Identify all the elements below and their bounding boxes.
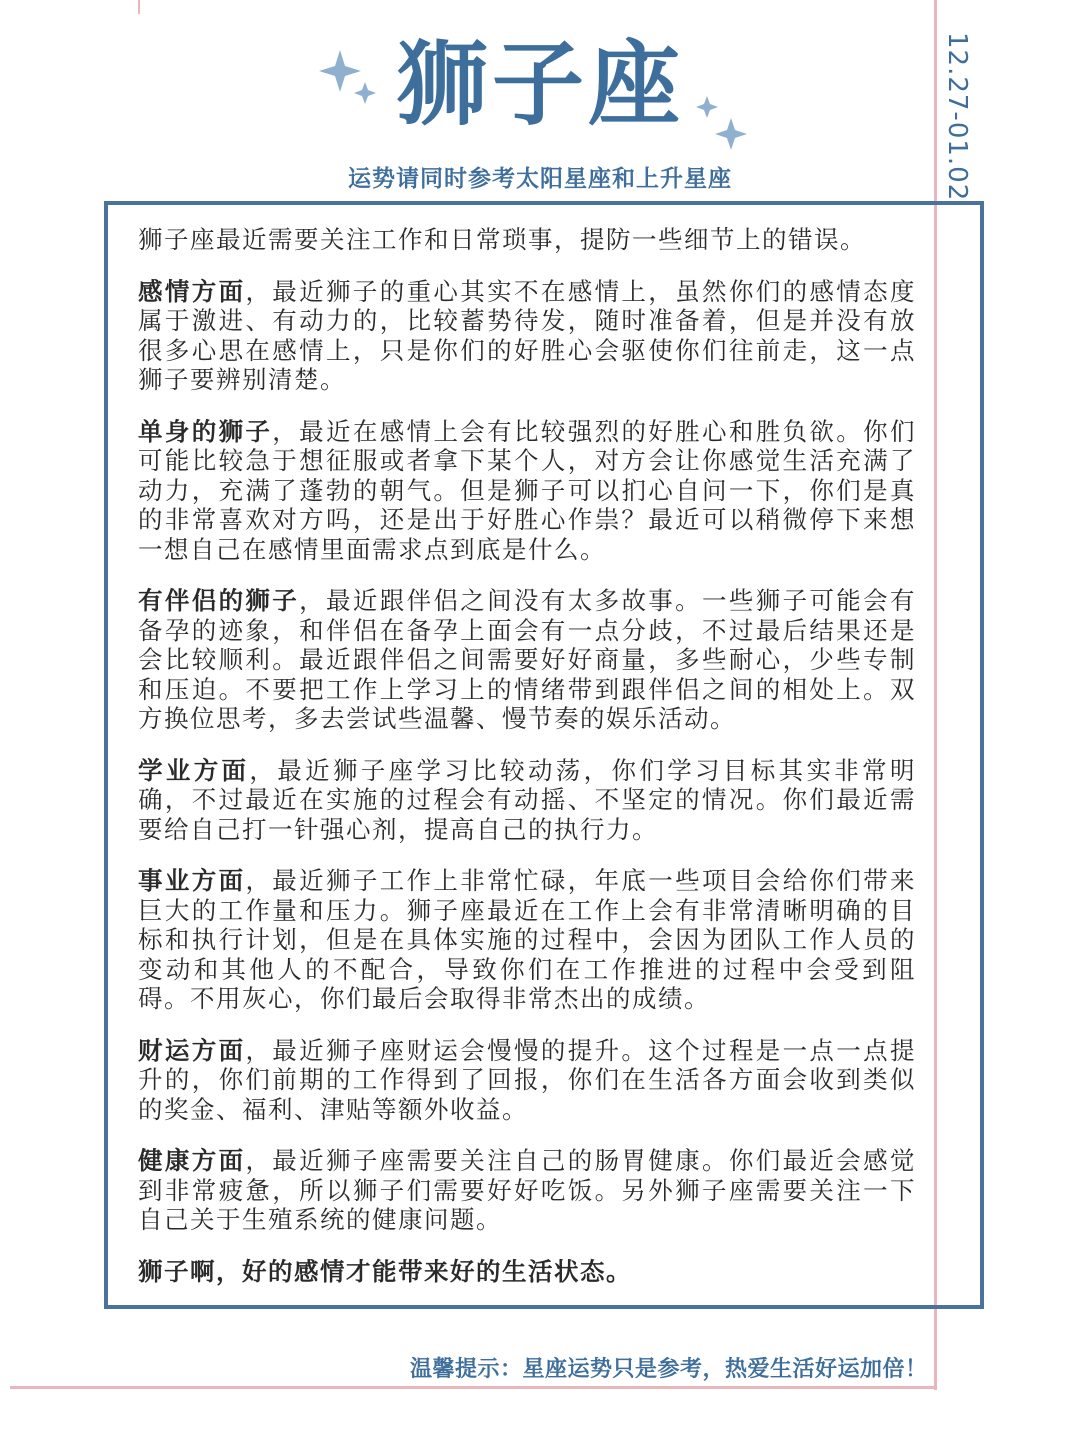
content-box: [104, 201, 984, 1309]
closing-text: 狮子啊，好的感情才能带来好的生活状态。: [138, 1256, 632, 1286]
love-heading: 感情方面: [138, 276, 246, 306]
single-text: ，最近在感情上会有比较强烈的好胜心和胜负欲。你们可能比较急于想征服或者拿下某个人，对方会让你感觉生活充满了动力，充满了蓬勃的朝气。但是狮子可以扪心自问一下，你们是真的非常喜欢对方吗，还是出于好胜心作祟？最近可以稍微停下来想一想自己在感情里面需求点到底是什么。: [138, 416, 917, 564]
health-text: ，最近狮子座需要关注自己的肠胃健康。你们最近会感觉到非常疲惫，所以狮子们需要好好吃饭。另外狮子座需要关注一下自己关于生殖系统的健康问题。: [138, 1146, 917, 1234]
health-paragraph: [138, 1146, 916, 1235]
horoscope-content: [138, 225, 916, 1308]
wealth-paragraph: [138, 1036, 916, 1125]
health-heading: 健康方面: [138, 1146, 246, 1175]
date-range: 12.27-01.02: [942, 32, 972, 202]
wealth-heading: 财运方面: [138, 1035, 246, 1065]
partner-heading: 有伴侣的狮子: [138, 586, 300, 615]
footer-tip: 温馨提示：星座运势只是参考，热爱生活好运加倍！: [410, 1357, 928, 1382]
page-title: 狮子座: [395, 31, 684, 138]
page-subtitle: 运势请同时参考太阳星座和上升星座: [348, 166, 732, 192]
study-text: ，最近狮子座学习比较动荡，你们学习目标其实非常明确，不过最近在实施的过程会有动摇、不坚定的情况。你们最近需要给自己打一针强心剂，提高自己的执行力。: [138, 755, 917, 844]
pink-tick-line: [138, 0, 140, 14]
love-paragraph: [138, 277, 916, 395]
study-paragraph: [138, 756, 916, 845]
career-text: ，最近狮子工作上非常忙碌，年底一些项目会给你们带来巨大的工作量和压力。狮子座最近在工作上会有非常清晰明确的目标和执行计划，但是在具体实施的过程中，会因为团队工作人员的变动和其他人的不配合，导致你们在工作推进的过程中会受到阻碍。不用灰心，你们最后会取得非常杰出的成绩。: [138, 866, 917, 1013]
career-paragraph: [138, 866, 916, 1014]
partner-text: ，最近跟伴侣之间没有太多故事。一些狮子可能会有备孕的迹象，和伴侣在备孕上面会有一点分歧，不过最后结果还是会比较顺利。最近跟伴侣之间需要好好商量，多些耐心，少些专制和压迫。不要把工作上学习上的情绪带到跟伴侣之间的相处上。双方换位思考，多去尝试些温馨、慢节奏的娱乐活动。: [138, 586, 917, 733]
career-heading: 事业方面: [138, 866, 246, 895]
study-heading: 学业方面: [138, 755, 250, 785]
wealth-text: ，最近狮子座财运会慢慢的提升。这个过程是一点一点提升的，你们前期的工作得到了回报，你们在生活各方面会收到类似的奖金、福利、津贴等额外收益。: [138, 1035, 917, 1124]
love-text: ，最近狮子的重心其实不在感情上，虽然你们的感情态度属于激进、有动力的，比较蓄势待发，随时准备着，但是并没有放很多心思在感情上，只是你们的好胜心会驱使你们往前走，这一点狮子要辨别清楚。: [138, 276, 917, 394]
intro-paragraph: [138, 225, 916, 255]
pink-horizontal-line: [10, 1386, 937, 1389]
single-paragraph: [138, 417, 916, 565]
single-heading: 单身的狮子: [138, 416, 273, 446]
partner-paragraph: [138, 586, 916, 734]
intro-text: 狮子座最近需要关注工作和日常琐事，提防一些细节上的错误。: [138, 225, 866, 254]
closing-paragraph: [138, 1257, 916, 1287]
